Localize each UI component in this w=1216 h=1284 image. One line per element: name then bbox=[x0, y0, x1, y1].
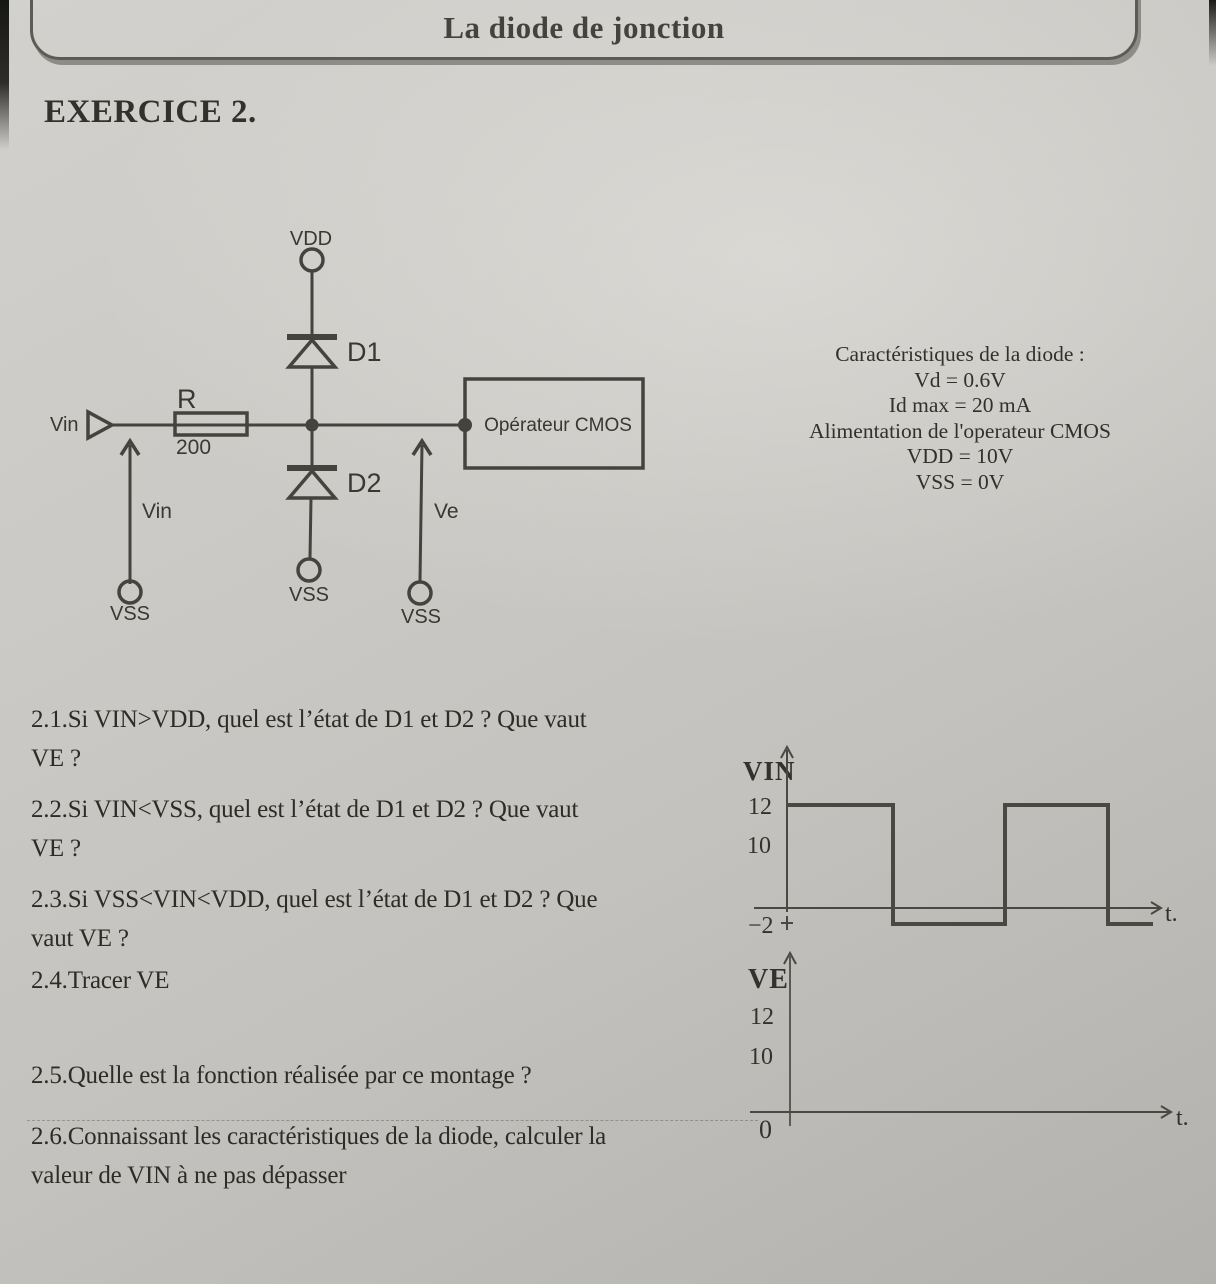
exercise-heading: EXERCICE 2. bbox=[44, 94, 257, 130]
d1-label: D1 bbox=[347, 337, 382, 367]
vin-graph-ylabel: VIN bbox=[743, 756, 796, 786]
photo-edge-left bbox=[0, 0, 9, 150]
resistor-value: 200 bbox=[176, 436, 212, 459]
vss-left-label: VSS bbox=[109, 603, 151, 625]
question-2-1 bbox=[31, 700, 736, 778]
vss-middle-terminal-icon bbox=[298, 559, 320, 581]
photo-edge-right bbox=[1209, 0, 1216, 66]
vin-tick-neg2: −2 bbox=[748, 913, 774, 939]
circuit-diagram bbox=[30, 200, 740, 660]
vin-graph-xlabel: t. bbox=[1165, 901, 1178, 927]
vss-middle-label: VSS bbox=[288, 584, 330, 606]
diode-characteristics bbox=[732, 342, 1188, 495]
d2-diode-icon bbox=[289, 471, 335, 498]
question-line: 2.2.Si VIN<VSS, quel est l’état de D1 et D2 ? Que vaut bbox=[31, 796, 579, 823]
question-line: 2.1.Si VIN>VDD, quel est l’état de D1 et D2 ? Que vaut bbox=[31, 706, 587, 733]
vin-measure-label: Vin bbox=[142, 500, 172, 523]
d1-diode-icon bbox=[289, 340, 335, 367]
characteristics-line: VDD = 10V bbox=[906, 444, 1014, 468]
characteristics-line: VSS = 0V bbox=[915, 469, 1005, 494]
vss-right-label: VSS bbox=[400, 606, 442, 628]
characteristics-line: Id max = 20 mA bbox=[888, 393, 1032, 417]
question-2-3 bbox=[31, 880, 736, 958]
vin-tick-10: 10 bbox=[747, 833, 771, 859]
characteristics-line: Vd = 0.6V bbox=[914, 367, 1006, 392]
ve-tick-10: 10 bbox=[749, 1044, 773, 1070]
resistor-name: R bbox=[177, 384, 197, 414]
question-line: VE ? bbox=[31, 835, 81, 862]
characteristics-line: Alimentation de l'operateur CMOS bbox=[809, 418, 1111, 443]
question-line: 2.3.Si VSS<VIN<VDD, quel est l’état de D1 et D2 ? Que bbox=[31, 886, 598, 913]
ve-tick-12: 12 bbox=[750, 1004, 774, 1030]
d2-label: D2 bbox=[347, 468, 382, 498]
vdd-label: VDD bbox=[289, 228, 333, 250]
ve-graph bbox=[740, 948, 1216, 1163]
vin-input-label: Vin bbox=[50, 414, 79, 436]
wire-d2-vss bbox=[310, 498, 311, 558]
vin-waveform bbox=[787, 805, 1153, 924]
vin-graph bbox=[740, 740, 1216, 945]
faint-rule-line bbox=[27, 1120, 758, 1121]
ve-graph-xlabel: t. bbox=[1176, 1105, 1189, 1131]
title-box bbox=[30, 0, 1138, 60]
characteristics-title: Caractéristiques de la diode : bbox=[835, 342, 1085, 366]
vss-right-terminal-icon bbox=[409, 582, 431, 604]
question-line: 2.4.Tracer VE bbox=[31, 967, 170, 994]
vin-input-terminal-icon bbox=[88, 412, 112, 438]
question-line: VE ? bbox=[31, 745, 81, 772]
question-2-2 bbox=[31, 790, 736, 868]
question-line: vaut VE ? bbox=[31, 925, 129, 952]
question-2-4 bbox=[31, 961, 736, 1000]
question-line: valeur de VIN à ne pas dépasser bbox=[31, 1162, 347, 1189]
page-title: La diode de jonction bbox=[443, 10, 725, 45]
ve-measure-label: Ve bbox=[434, 500, 459, 523]
vdd-terminal-icon bbox=[301, 249, 323, 271]
question-2-6 bbox=[31, 1117, 736, 1195]
question-2-5 bbox=[31, 1056, 736, 1095]
ve-graph-ylabel: VE bbox=[748, 964, 789, 995]
vss-left-terminal-icon bbox=[119, 581, 141, 603]
question-line: 2.5.Quelle est la fonction réalisée par ce montage ? bbox=[31, 1062, 532, 1089]
ve-tick-0: 0 bbox=[759, 1115, 772, 1144]
question-line: 2.6.Connaissant les caractéristiques de la diode, calculer la bbox=[31, 1123, 607, 1150]
vin-tick-12: 12 bbox=[748, 794, 772, 820]
cmos-operator-label: Opérateur CMOS bbox=[484, 415, 632, 436]
ve-arrow-line bbox=[420, 445, 422, 581]
